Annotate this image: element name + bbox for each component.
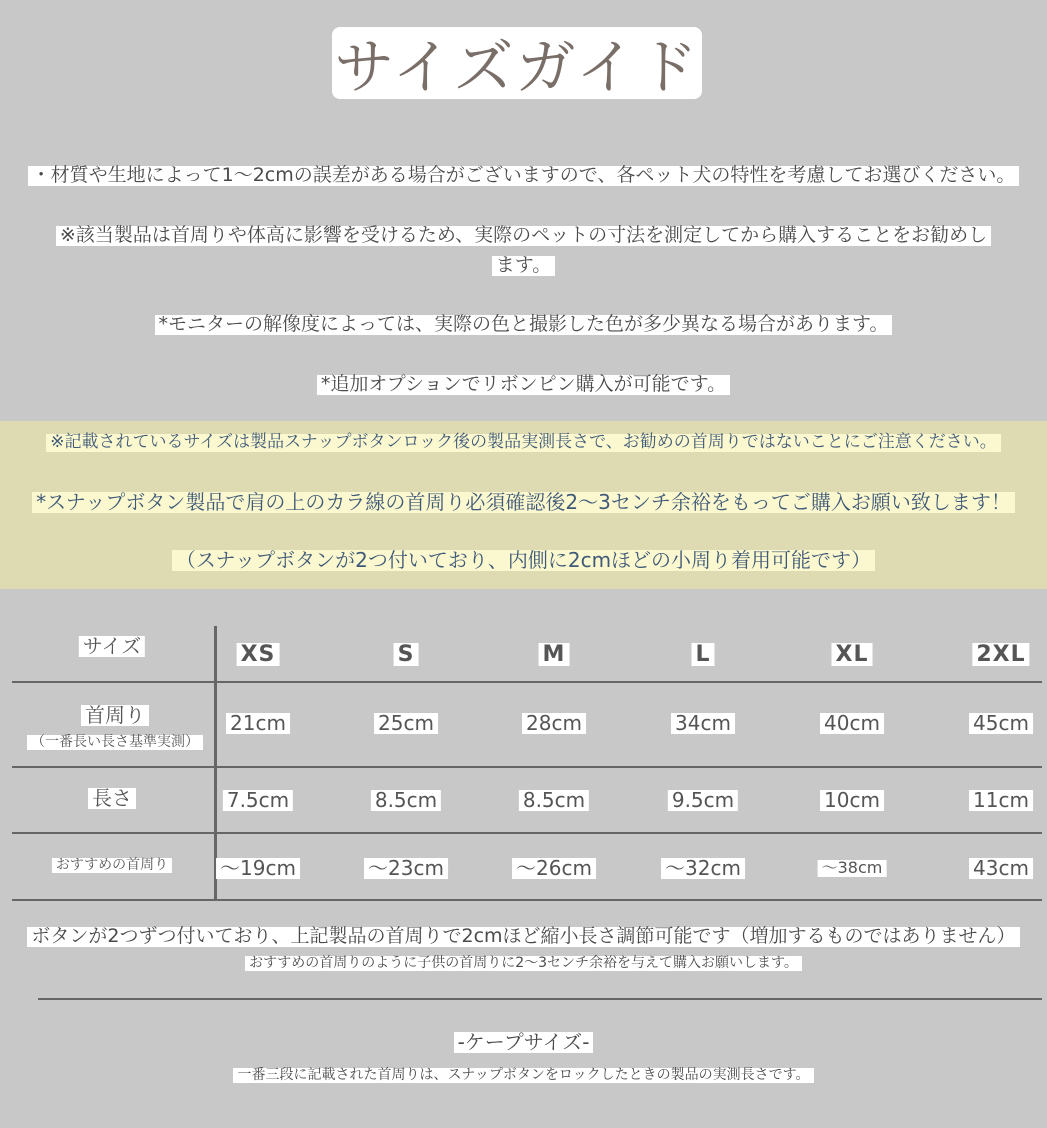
cell-value: 10cm — [820, 790, 884, 811]
cell-value: 25cm — [374, 713, 438, 734]
cell-value: 45cm — [969, 713, 1033, 734]
highlight-note-2-text: *スナップボタン製品で肩の上のカラ線の首周り必須確認後2〜3センチ余裕をもってご購入お願い致します！ — [32, 492, 1015, 513]
table-corner-text: サイズ — [79, 636, 145, 657]
cape-size-title — [0, 1030, 1047, 1054]
note-option — [0, 373, 1047, 395]
size-header-xl — [832, 642, 873, 667]
note-measure-cont-text: ます。 — [492, 256, 555, 276]
size-header-text: M — [539, 643, 570, 666]
cell-neck-xl — [820, 711, 884, 735]
cell-length-l — [668, 788, 738, 812]
cell-rec-xs — [216, 856, 300, 880]
row-sublabel-neck-text: （一番長い長さ基準実測） — [27, 735, 203, 750]
cell-value: 〜19cm — [216, 858, 300, 879]
row-label-neck-text: 首周り — [81, 705, 149, 726]
cell-rec-2xl — [969, 856, 1033, 880]
note-measure — [0, 224, 1047, 246]
row-label-length-text: 長さ — [88, 788, 136, 809]
cell-value: 40cm — [820, 713, 884, 734]
cell-rec-m — [512, 856, 596, 880]
cell-neck-m — [522, 711, 586, 735]
footer-recommend-note — [0, 955, 1047, 971]
row-label-recommended — [52, 857, 172, 873]
cell-neck-l — [671, 711, 735, 735]
cell-value: 〜26cm — [512, 858, 596, 879]
cell-value: 7.5cm — [223, 790, 293, 811]
cell-length-s — [371, 788, 441, 812]
cell-length-m — [519, 788, 589, 812]
cell-length-xl — [820, 788, 884, 812]
note-option-text: *追加オプションでリボンピン購入が可能です。 — [317, 375, 730, 395]
highlight-note-2 — [0, 490, 1047, 514]
highlight-band — [0, 421, 1047, 589]
footer-adjust-note — [0, 925, 1047, 947]
table-divider — [12, 899, 1042, 901]
highlight-note-1 — [0, 432, 1047, 452]
cell-length-xs — [223, 788, 293, 812]
highlight-note-1-text: ※記載されているサイズは製品スナップボタンロック後の製品実測長さで、お勧めの首周りではないことにご注意ください。 — [46, 434, 1001, 452]
cell-value: 11cm — [969, 790, 1033, 811]
table-divider — [12, 766, 1042, 768]
size-header-text: 2XL — [972, 643, 1029, 666]
note-monitor-text: *モニターの解像度によっては、実際の色と撮影した色が多少異なる場合があります。 — [155, 315, 893, 335]
note-tolerance — [0, 164, 1047, 186]
note-monitor — [0, 313, 1047, 335]
size-header-text: XL — [832, 643, 873, 666]
page-title: サイズガイド — [332, 27, 702, 99]
footer-adjust-text: ボタンが2つずつ付いており、上記製品の首周りで2cmほど縮小長さ調節可能です（増加するものではありません） — [27, 927, 1019, 947]
cell-value: 21cm — [226, 713, 290, 734]
highlight-note-3-text: （スナップボタンが2つ付いており、内側に2cmほどの小周り着用可能です） — [172, 550, 875, 571]
cell-rec-xl — [818, 858, 887, 877]
cell-neck-s — [374, 711, 438, 735]
cell-value: 28cm — [522, 713, 586, 734]
cell-value: 〜32cm — [661, 858, 745, 879]
cell-rec-s — [364, 856, 448, 880]
cell-value: 〜23cm — [364, 858, 448, 879]
size-header-text: XS — [237, 643, 280, 666]
note-measure-text: ※該当製品は首周りや体高に影響を受けるため、実際のペットの寸法を測定してから購入することをお勧めし — [56, 226, 991, 246]
note-measure-cont — [0, 254, 1047, 276]
table-divider — [12, 832, 1042, 834]
cell-rec-l — [661, 856, 745, 880]
cape-size-note-text: 一番三段に記載された首周りは、スナップボタンをロックしたときの製品の実測長さです。 — [233, 1068, 813, 1083]
footer-recommend-text: おすすめの首周りのように子供の首周りに2〜3センチ余裕を与えて購入お願いします。 — [245, 956, 802, 971]
cell-neck-xs — [226, 711, 290, 735]
cell-neck-2xl — [969, 711, 1033, 735]
size-header-m — [539, 642, 570, 667]
highlight-note-3 — [0, 548, 1047, 572]
cape-size-note — [0, 1067, 1047, 1083]
size-header-text: L — [691, 643, 714, 666]
cell-value: 8.5cm — [371, 790, 441, 811]
row-label-length — [88, 786, 136, 810]
cell-value: 〜38cm — [818, 860, 887, 877]
cell-value: 43cm — [969, 858, 1033, 879]
cell-value: 8.5cm — [519, 790, 589, 811]
size-header-l — [691, 642, 714, 667]
size-header-s — [394, 642, 419, 667]
cell-value: 34cm — [671, 713, 735, 734]
size-header-xs — [237, 642, 280, 667]
size-header-text: S — [394, 643, 419, 666]
row-label-neck — [27, 703, 203, 751]
cape-size-title-text: -ケープサイズ- — [454, 1032, 594, 1053]
row-label-recommended-text: おすすめの首周り — [52, 858, 172, 873]
footer-divider — [38, 998, 1042, 1000]
size-header-2xl — [972, 642, 1029, 667]
cell-value: 9.5cm — [668, 790, 738, 811]
table-corner-label — [79, 634, 145, 658]
note-tolerance-text: ・材質や生地によって1〜2cmの誤差がある場合がございますので、各ペット犬の特性を考慮してお選びください。 — [28, 166, 1020, 186]
table-divider — [12, 681, 1042, 683]
cell-length-2xl — [969, 788, 1033, 812]
